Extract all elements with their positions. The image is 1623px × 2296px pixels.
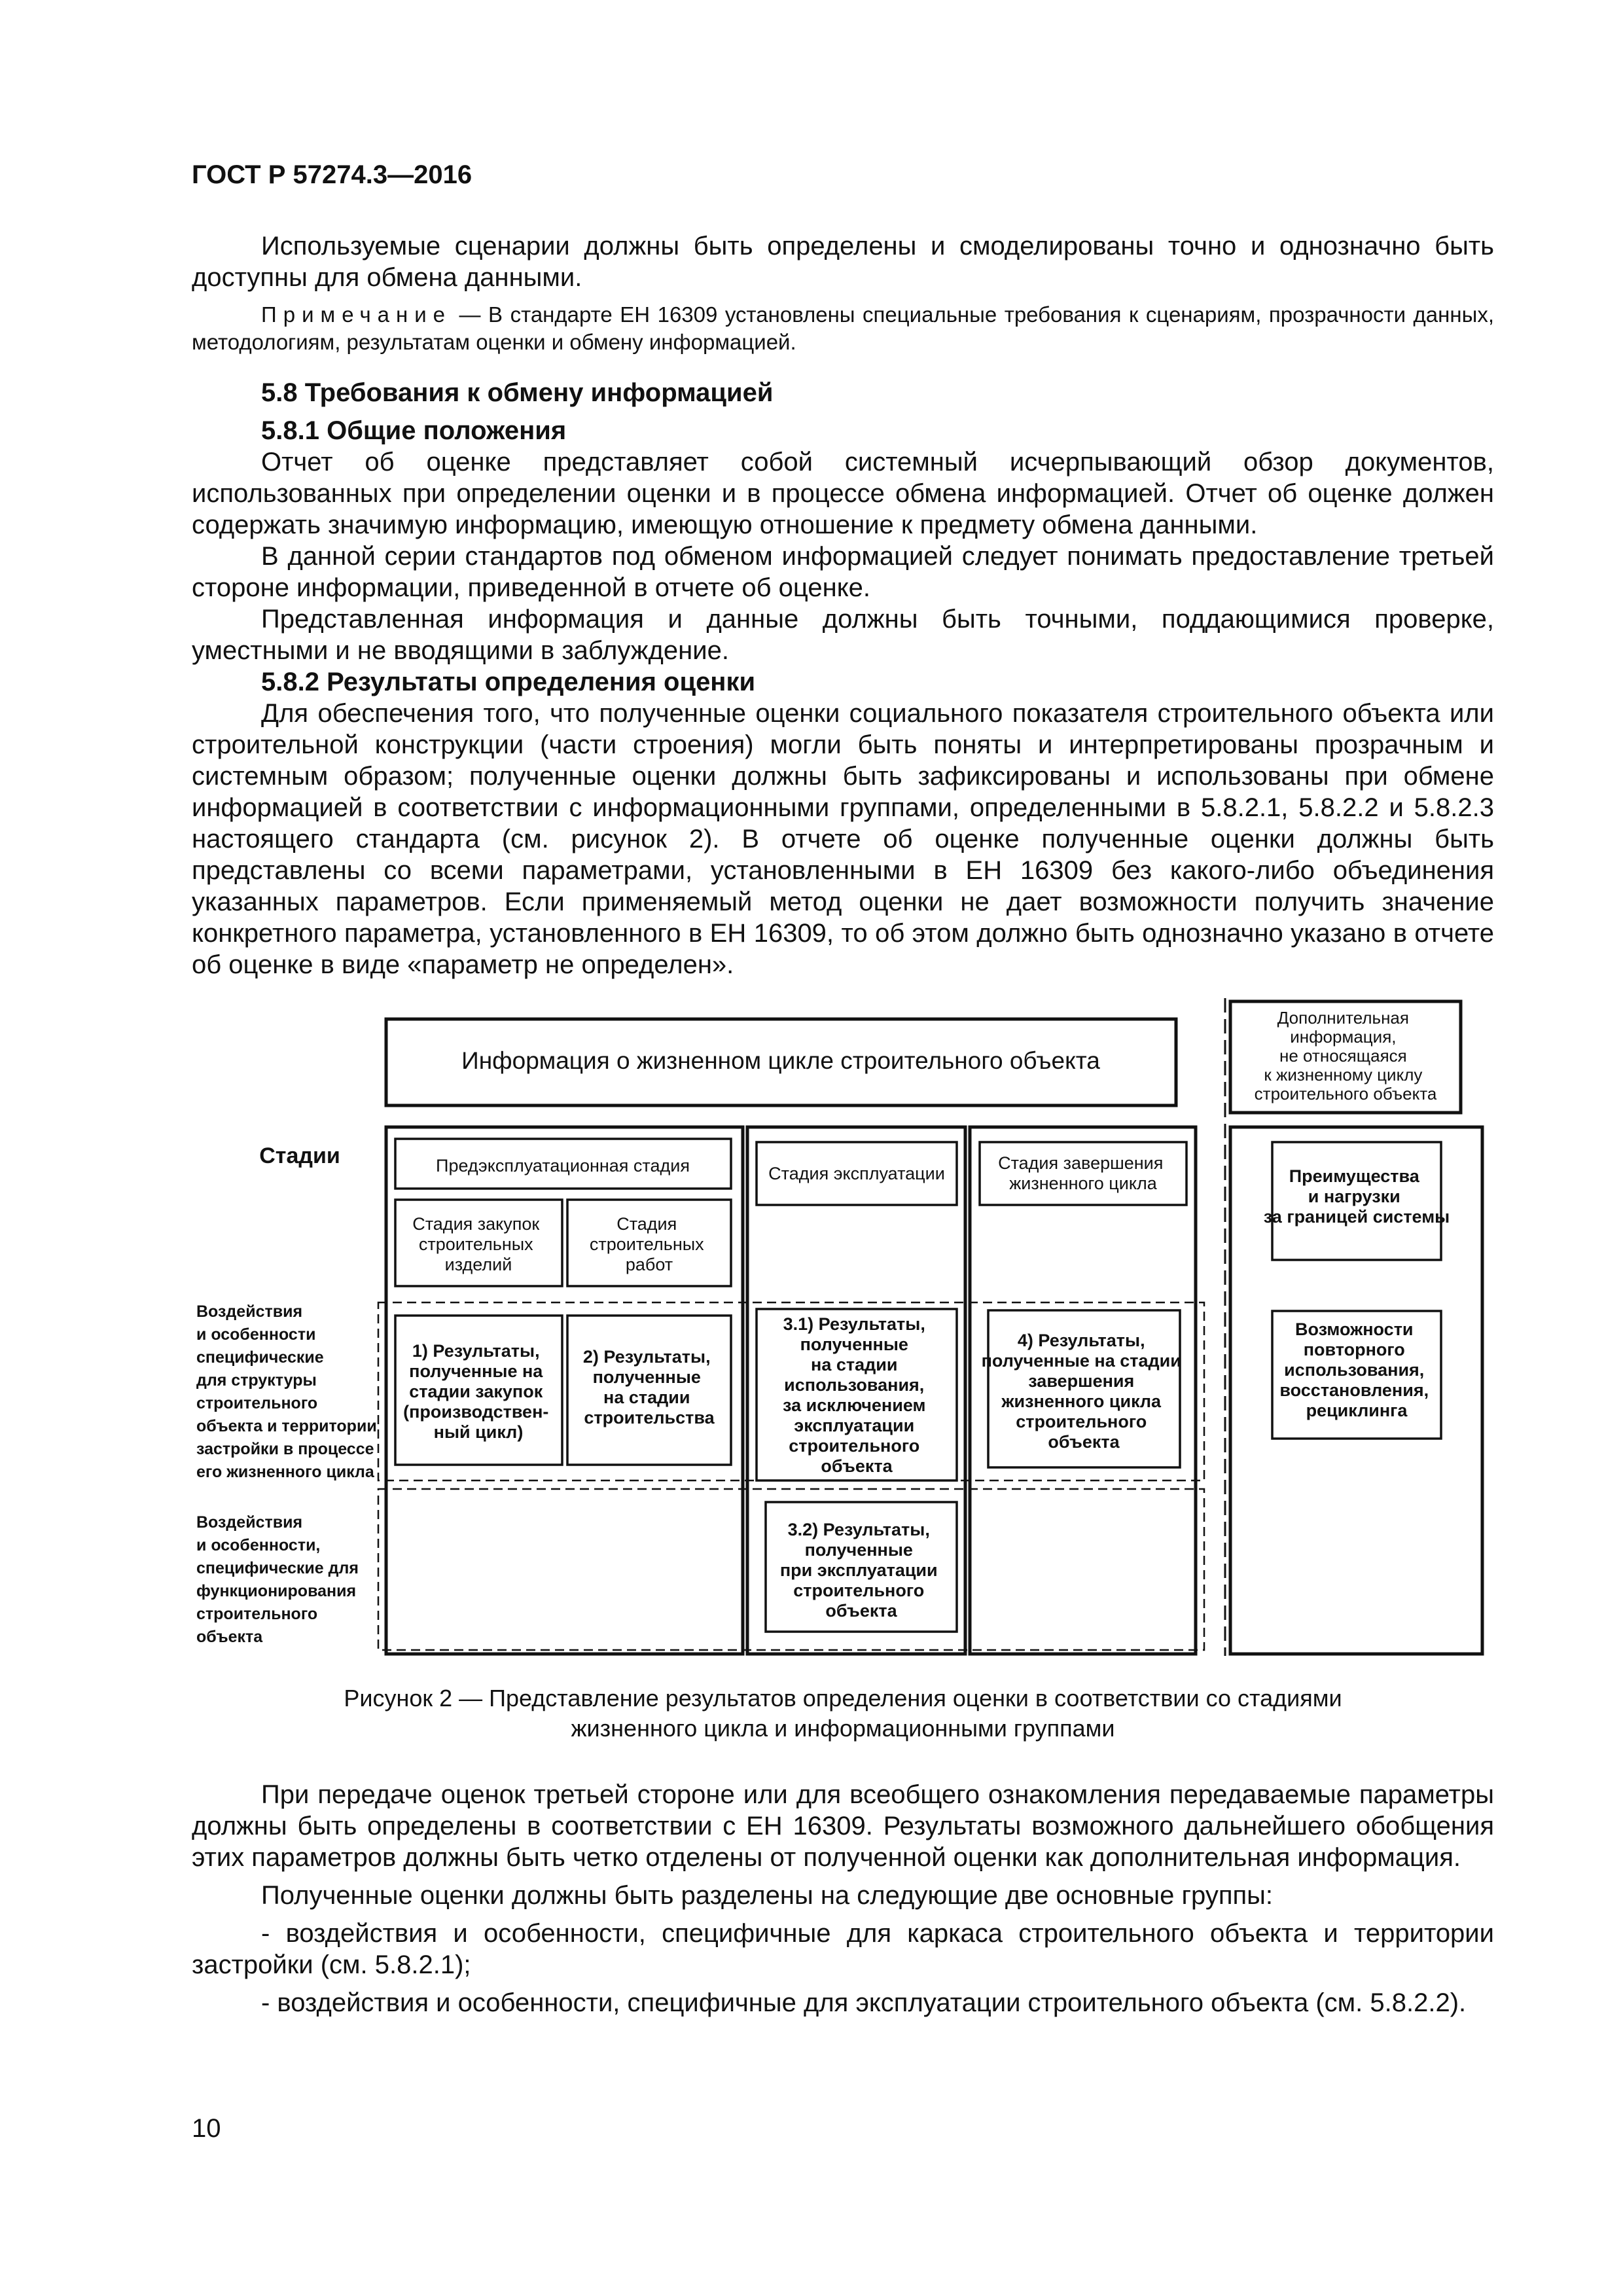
section-5-8-title: 5.8 Требования к обмену информацией: [261, 378, 774, 407]
after-paragraph-2: Полученные оценки должны быть разделены на следующие две основные группы:: [261, 1881, 1274, 1910]
result-3-2-text: 3.2) Результаты, полученные при эксплуатации строительного объекта: [779, 1520, 938, 1621]
procurement-stage-text: Стадия закупок строительных изделий: [412, 1214, 540, 1274]
after-paragraph-1: При передаче оценок третьей стороне или для всеобщего ознакомления передаваемые параметры должны быть определены в соответствии с ЕН 16309. Результаты возможного дальнейшего обобщения этих параметров должны быть четко отделены от полученной оценки как дополнительная информация.: [192, 1780, 1494, 1872]
result-4-text: 4) Результаты, полученные на стадии завершения жизненного цикла строительного объекта: [981, 1331, 1181, 1452]
end-of-life-stage-text: Стадия завершения жизненного цикла: [998, 1153, 1164, 1193]
after-figure-block: [192, 1779, 1494, 2018]
intro-paragraph: Используемые сценарии должны быть определены и смоделированы точно и однозначно быть доступны для обмена данными.: [192, 232, 1494, 292]
pre-stage-text: Предэксплуатационная стадия: [436, 1156, 690, 1175]
list-item: - воздействия и особенности, специфичные для каркаса строительного объекта и территории застройки (см. 5.8.2.1);: [192, 1919, 1494, 1979]
caption-line-2: жизненного цикла и информационными группами: [571, 1715, 1115, 1742]
section-5-8-1-title: 5.8.1 Общие положения: [261, 416, 567, 445]
section-5-8-1-p3: Представленная информация и данные должны быть точными, поддающимися проверке, уместными и не вводящими в заблуждение.: [192, 605, 1494, 665]
figure-caption: [192, 1683, 1494, 1744]
section-5-8-2-title: 5.8.2 Результаты определения оценки: [261, 668, 756, 696]
section-5-8-2-p1: Для обеспечения того, что полученные оценки социального показателя строительного объекта или строительной конструкции (части строения) могли быть поняты и интерпретированы прозрачным и системным образом; полученные оценки должны быть зафиксированы и использованы при обмене информацией в соответствии с информационными группами, определенными в 5.8.2.1, 5.8.2.2 и 5.8.2.3 настоящего стандарта (см. рисунок 2). В отчете об оценке полученные оценки должны быть представлены со всеми параметрами, установленными в ЕН 16309 без какого-либо объединения указанных параметров. Если применяемый метод оценки не дает возможности получить значение конкретного параметра, установленного в ЕН 16309, то об этом должно быть однозначно указано в отчете об оценке в виде «параметр не определен».: [192, 699, 1494, 979]
stages-label: Стадии: [259, 1143, 340, 1168]
note-text: — В стандарте ЕН 16309 установлены специальные требования к сценариям, прозрачности данных, методологиям, результатам оценки и обмену информацией.: [192, 302, 1494, 354]
reuse-text: Возможности повторного использования, восстановления, рециклинга: [1279, 1319, 1429, 1420]
result-1-text: 1) Результаты, полученные на стадии закупок (производствен- ный цикл): [403, 1341, 549, 1442]
section-5-8-1-p1: Отчет об оценке представляет собой системный исчерпывающий обзор документов, использованных при определении оценки и в процессе обмена информацией. Отчет об оценке должен содержать значимую информацию, имеющую отношение к предмету обмена данными.: [192, 448, 1494, 539]
result-3-1-text: 3.1) Результаты, полученные на стадии использования, за исключением эксплуатации строительного объекта: [783, 1314, 926, 1476]
benefits-text: Преимущества и нагрузки за границей системы: [1263, 1166, 1450, 1227]
extra-info-text: Дополнительная информация, не относящаяся к жизненному циклу строительного объекта: [1254, 1008, 1437, 1103]
section-5-8-1-p2: В данной серии стандартов под обменом информацией следует понимать предоставление третьей стороне информации, приведенной в отчете об оценке.: [192, 542, 1494, 602]
row1-label: Воздействия и особенности специфические для структуры строительного объекта и территории застройки в процессе его жизненного цикла: [196, 1302, 377, 1481]
caption-line-1: Рисунок 2 — Представление результатов определения оценки в соответствии со стадиями: [344, 1685, 1342, 1712]
result-2-text: 2) Результаты, полученные на стадии строительства: [582, 1347, 715, 1427]
construction-stage-text: Стадия строительных работ: [589, 1214, 704, 1274]
operation-stage-text: Стадия эксплуатации: [768, 1164, 945, 1183]
list-item: - воздействия и особенности, специфичные для эксплуатации строительного объекта (см. 5.8.2.2).: [261, 1988, 1467, 2017]
page-number: 10: [192, 2114, 221, 2143]
row2-label: Воздействия и особенности, специфические для функционирования строительного объекта: [196, 1513, 359, 1646]
main-title-text: Информация о жизненном цикле строительного объекта: [461, 1047, 1100, 1074]
note-label: Примечание: [261, 302, 452, 327]
document-header: ГОСТ Р 57274.3—2016: [192, 160, 473, 189]
